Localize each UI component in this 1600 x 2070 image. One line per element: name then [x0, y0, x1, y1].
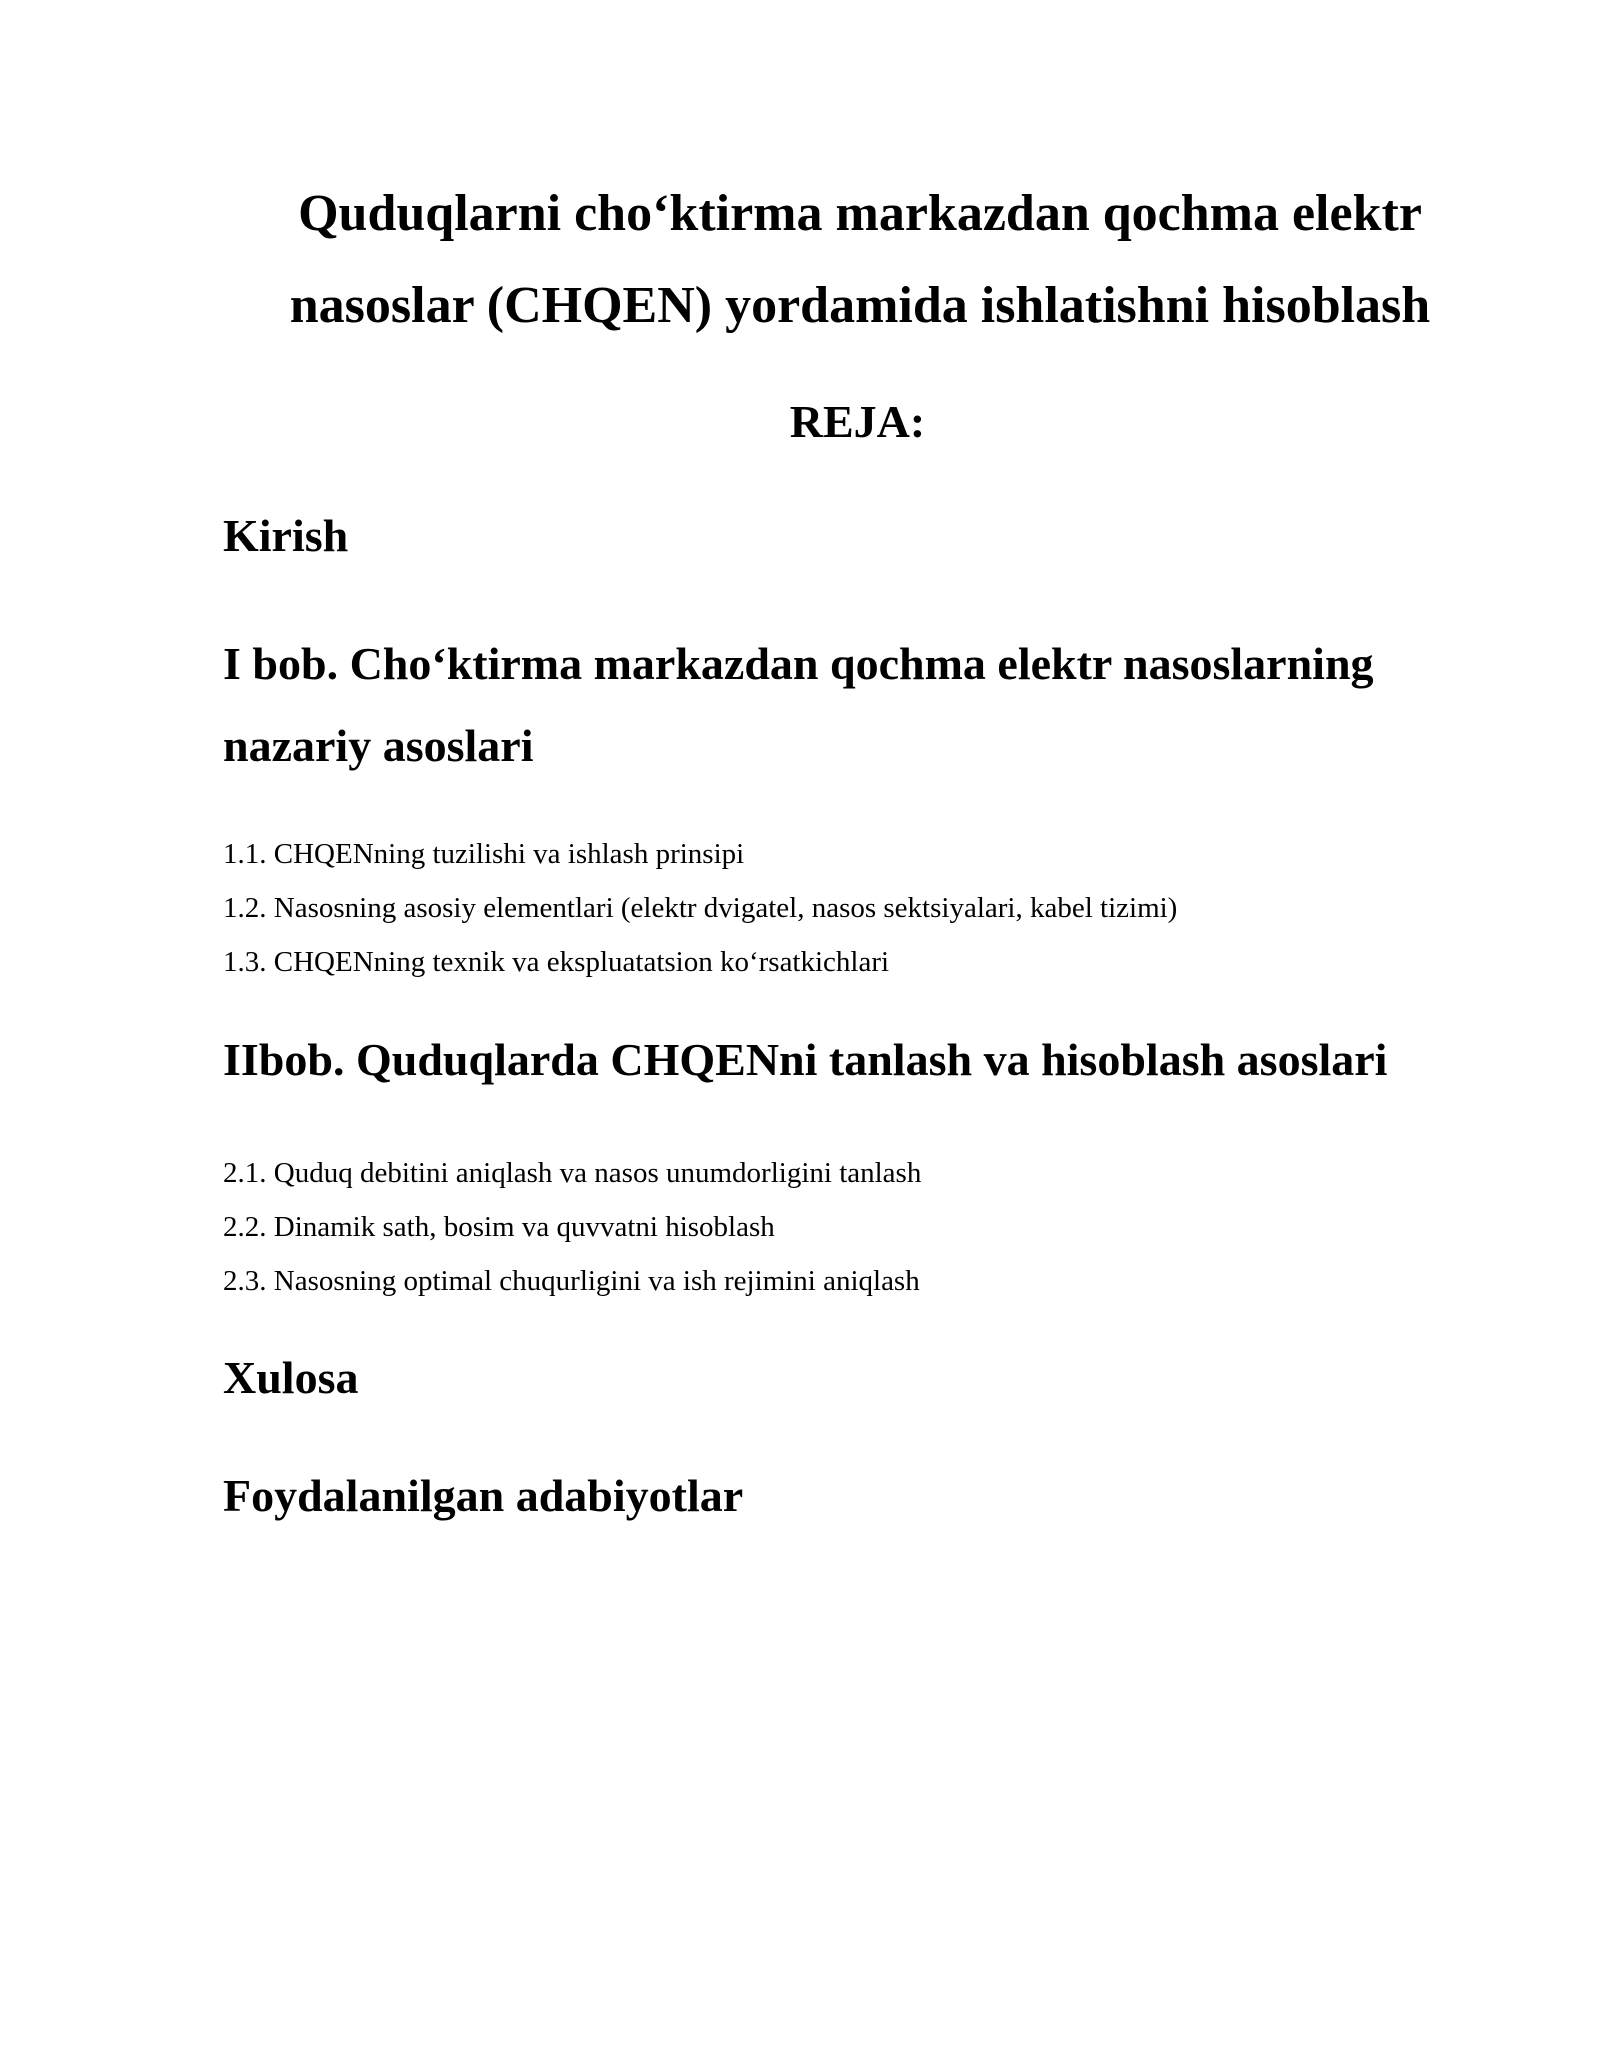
- subsection-item: 1.1. CHQENning tuzilishi va ishlash prinsipi: [223, 838, 745, 870]
- document-title-line-2: nasoslar (CHQEN) yordamida ishlatishni hisoblash: [289, 277, 1431, 334]
- subsection-item: 1.2. Nasosning asosiy elementlari (elektr dvigatel, nasos sektsiyalari, kabel tizimi): [223, 892, 1178, 924]
- chapter-1-subsection-list: [223, 827, 1473, 989]
- subsection-item: 2.3. Nasosning optimal chuqurligini va ish rejimini aniqlash: [223, 1265, 920, 1297]
- chapter-1-heading-line-1: I bob. Cho‘ktirma markazdan qochma elektr nasoslarning: [223, 638, 1374, 689]
- document-title-line-1: Quduqlarni cho‘ktirma markazdan qochma elektr: [298, 185, 1422, 242]
- subsection-item: 1.3. CHQENning texnik va ekspluatatsion ko‘rsatkichlari: [223, 946, 890, 978]
- subsection-item: 2.2. Dinamik sath, bosim va quvvatni hisoblash: [223, 1211, 775, 1243]
- plan-heading: REJA:: [789, 396, 926, 447]
- chapter-2-heading: IIbob. Quduqlarda CHQENni tanlash va hisoblash asoslari: [223, 1034, 1388, 1085]
- section-heading-introduction: Kirish: [223, 510, 349, 561]
- section-heading-conclusion: Xulosa: [223, 1352, 359, 1403]
- chapter-1-heading-line-2: nazariy asoslari: [223, 720, 534, 771]
- document-title: [260, 168, 1460, 352]
- subsection-item: 2.1. Quduq debitini aniqlash va nasos unumdorligini tanlash: [223, 1157, 922, 1189]
- chapter-2-subsection-list: [223, 1146, 1473, 1308]
- chapter-1-heading: [223, 623, 1473, 787]
- section-heading-references: Foydalanilgan adabiyotlar: [223, 1470, 744, 1521]
